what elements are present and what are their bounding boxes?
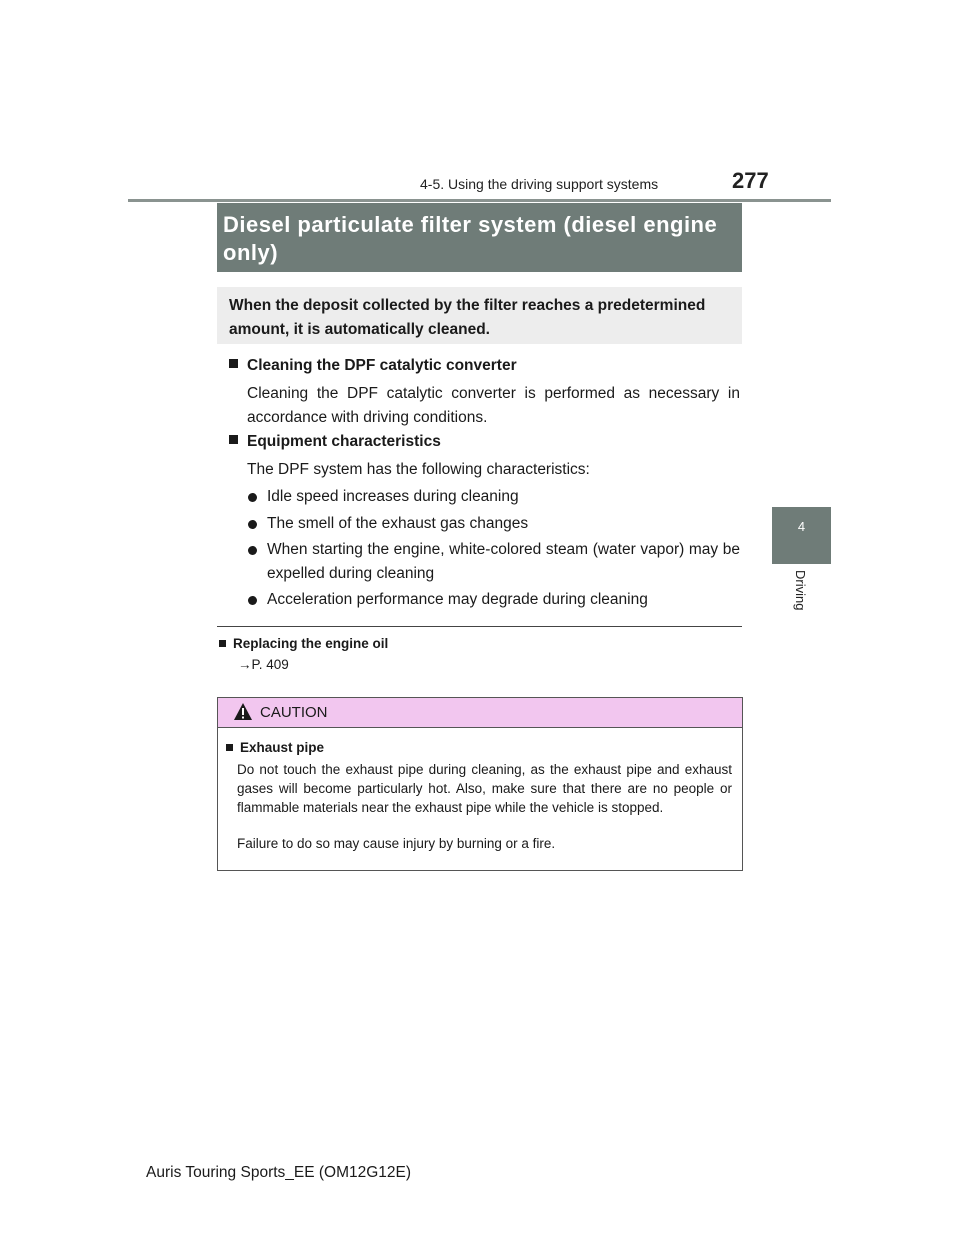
square-bullet-icon	[226, 744, 233, 751]
title-bar	[217, 203, 742, 272]
caution-header	[218, 698, 742, 728]
square-bullet-icon	[219, 640, 226, 647]
list-item	[248, 485, 740, 509]
caution-last-line: Failure to do so may cause injury by burning or a fire.	[237, 836, 556, 851]
page-number: 277	[732, 168, 769, 193]
bullet-dot-icon	[248, 520, 257, 529]
page-reference-link[interactable]: →P. 409	[238, 657, 289, 672]
caution-label: CAUTION	[260, 704, 328, 721]
caution-box	[217, 697, 743, 871]
subsection-heading-text: Cleaning the DPF catalytic converter	[247, 357, 517, 374]
intro-box	[217, 287, 742, 344]
bullet-dot-icon	[248, 493, 257, 502]
caution-body: Do not touch the exhaust pipe during cleaning, as the exhaust pipe and exhaust gases will become particularly hot. Also, make sure that there are no people or flammable materials near the exhaust pipe while the vehicle is stopped.	[237, 762, 732, 815]
subsection-text: The DPF system has the following characteristics:	[247, 461, 590, 478]
list-item	[248, 512, 740, 536]
subsection-heading-text: Equipment characteristics	[247, 433, 441, 450]
chapter-number: 4	[797, 519, 806, 534]
list-item-text: Idle speed increases during cleaning	[267, 488, 519, 505]
square-bullet-icon	[229, 435, 238, 444]
header-rule	[128, 199, 831, 202]
page-title: Diesel particulate filter system (diesel engine only)	[223, 212, 718, 265]
intro-text: When the deposit collected by the filter reaches a predetermined amount, it is automatically cleaned.	[229, 297, 706, 338]
section-header: 4-5. Using the driving support systems	[420, 176, 659, 192]
square-bullet-icon	[229, 359, 238, 368]
chapter-label: Driving	[793, 570, 808, 611]
subsection-text: Cleaning the DPF catalytic converter is performed as necessary in accordance with driving conditions.	[247, 385, 740, 426]
list-item-text: Acceleration performance may degrade during cleaning	[267, 591, 648, 608]
note-heading	[219, 636, 388, 651]
note-heading-text: Replacing the engine oil	[233, 636, 389, 651]
list-item-text: When starting the engine, white-colored steam (water vapor) may be expelled during cleaning	[267, 541, 740, 582]
caution-heading	[226, 740, 324, 755]
list-item-text: The smell of the exhaust gas changes	[267, 515, 529, 532]
subsection-heading	[229, 433, 441, 451]
list-item	[248, 538, 740, 586]
list-item	[248, 588, 740, 612]
warning-triangle-icon	[233, 702, 253, 726]
chapter-tab[interactable]	[772, 507, 831, 564]
bullet-dot-icon	[248, 596, 257, 605]
caution-heading-text: Exhaust pipe	[240, 740, 325, 755]
subsection-heading	[229, 357, 517, 375]
bullet-dot-icon	[248, 546, 257, 555]
divider	[217, 626, 742, 627]
footer-model: Auris Touring Sports_EE (OM12G12E)	[146, 1164, 412, 1181]
